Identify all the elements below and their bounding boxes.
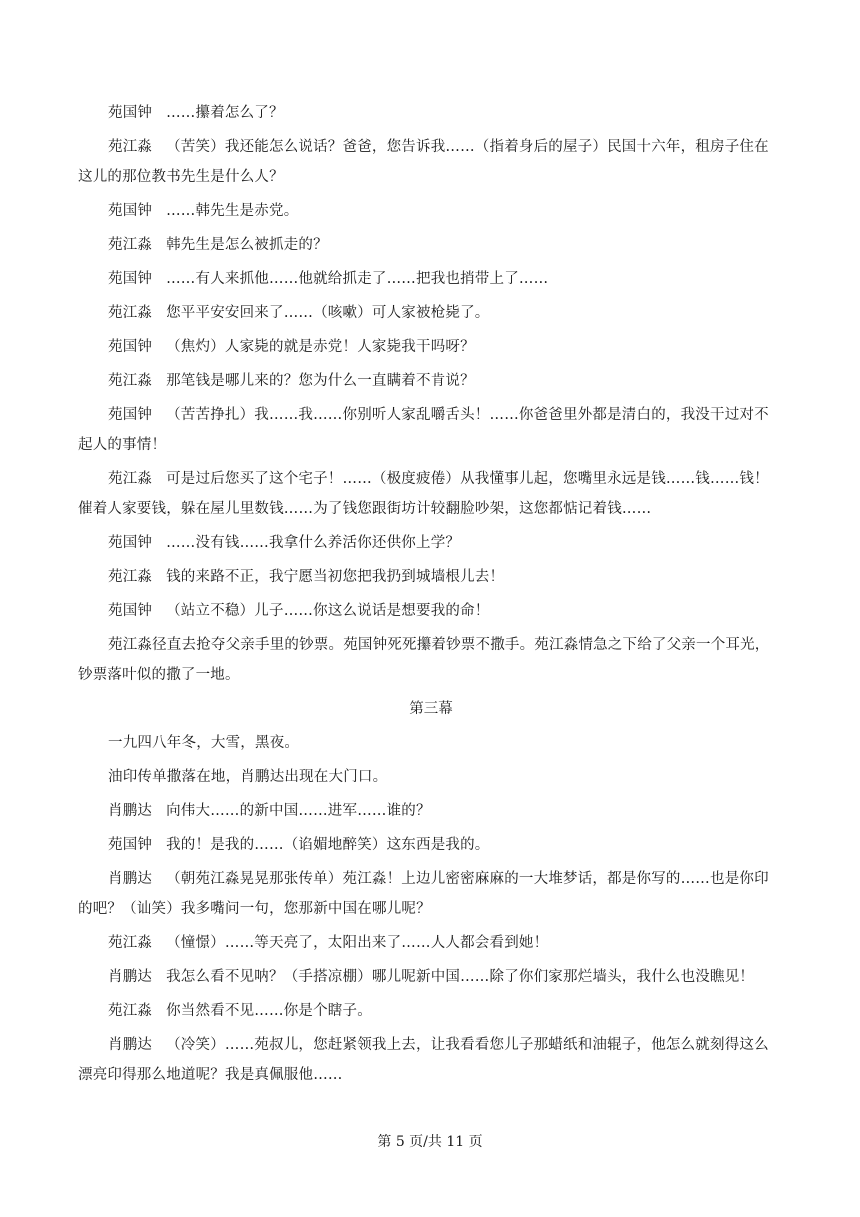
line-text-continued: 催着人家要钱，躲在屋儿里数钱……为了钱您跟街坊计较翻脸吵架，这您都惦记着钱…… [78, 501, 652, 517]
line-text: （冷笑）……苑叔儿，您赶紧领我上去，让我看看您儿子那蜡纸和油辊子，他怎么就刻得这么 [166, 1037, 769, 1053]
dialogue-line [108, 562, 784, 592]
speaker-name: 苑国钟 [108, 407, 153, 423]
dialogue-line [108, 366, 784, 396]
line-text: 你当然看不见……你是个瞎子。 [166, 1003, 372, 1019]
speaker-name: 苑江淼 [108, 935, 153, 951]
line-text: （苦苦挣扎）我……我……你别听人家乱嚼舌头！……你爸爸里外都是清白的，我没干过对不 [166, 407, 769, 423]
dialogue-line [78, 400, 784, 460]
line-text: ……韩先生是赤党。 [166, 203, 299, 219]
dialogue-line [108, 996, 784, 1026]
line-text: （苦笑）我还能怎么说话？爸爸，您告诉我……（指着身后的屋子）民国十六年，租房子住在 [166, 139, 769, 155]
speaker-name: 苑江淼 [108, 1003, 153, 1019]
dialogue-line [78, 1030, 784, 1090]
line-text: 那笔钱是哪儿来的？您为什么一直瞒着不肯说？ [166, 373, 475, 389]
speaker-name: 苑江淼 [108, 569, 153, 585]
dialogue-line [78, 864, 784, 924]
stage-direction [78, 630, 784, 690]
speaker-name: 肖鹏达 [108, 1037, 153, 1053]
dialogue-line [108, 596, 784, 626]
line-text: ……没有钱……我拿什么养活你还供你上学？ [166, 535, 461, 551]
page-footer: 第 5 页/共 11 页 [377, 1134, 483, 1150]
speaker-name: 肖鹏达 [108, 969, 153, 985]
line-text-continued: 这儿的那位教书先生是什么人？ [78, 169, 284, 185]
dialogue-line [108, 962, 784, 992]
line-text: 可是过后您买了这个宅子！……（极度疲倦）从我懂事儿起，您嘴里永远是钱……钱……钱！ [166, 471, 769, 487]
speaker-name: 苑江淼 [108, 237, 153, 253]
scene-setting: 一九四八年冬，大雪，黑夜。 [108, 735, 300, 751]
act-title: 第三幕 [409, 701, 453, 717]
line-text: 钱的来路不正，我宁愿当初您把我扔到城墙根儿去！ [166, 569, 505, 585]
dialogue-line [108, 796, 784, 826]
line-text: （焦灼）人家毙的就是赤党！人家毙我干吗呀？ [166, 339, 475, 355]
stage-direction: 油印传单撒落在地，肖鹏达出现在大门口。 [108, 769, 388, 785]
dialogue-line [108, 98, 784, 128]
line-text: 我怎么看不见呐？（手搭凉棚）哪儿呢新中国……除了你们家那烂墙头，我什么也没瞧见！ [166, 969, 755, 985]
speaker-name: 肖鹏达 [108, 803, 153, 819]
line-text: 向伟大……的新中国……进军……谁的？ [166, 803, 431, 819]
line-text: （憧憬）……等天亮了，太阳出来了……人人都会看到她！ [166, 935, 549, 951]
speaker-name: 苑江淼 [108, 139, 153, 155]
line-text-continued: 起人的事情！ [78, 437, 167, 453]
speaker-name: 苑国钟 [108, 603, 153, 619]
dialogue-line [78, 132, 784, 192]
dialogue-line [108, 528, 784, 558]
dialogue-line [108, 332, 784, 362]
speaker-name: 苑江淼 [108, 373, 153, 389]
line-text: ……攥着怎么了？ [166, 105, 284, 121]
speaker-name: 苑江淼 [108, 305, 153, 321]
speaker-name: 苑国钟 [108, 837, 153, 853]
speaker-name: 肖鹏达 [108, 871, 153, 887]
dialogue-line [108, 264, 784, 294]
line-text: 您平平安安回来了……（咳嗽）可人家被枪毙了。 [166, 305, 490, 321]
dialogue-line [108, 298, 784, 328]
line-text-continued: 漂亮印得那么地道呢？我是真佩服他…… [78, 1067, 343, 1083]
line-text: 韩先生是怎么被抓走的？ [166, 237, 328, 253]
stage-direction-text: 苑江淼径直去抢夺父亲手里的钞票。苑国钟死死攥着钞票不撒手。苑江淼情急之下给了父亲一个耳光， [108, 637, 770, 653]
dialogue-line [108, 830, 784, 860]
speaker-name: 苑国钟 [108, 271, 153, 287]
speaker-name: 苑国钟 [108, 535, 153, 551]
speaker-name: 苑江淼 [108, 471, 153, 487]
line-text: 我的！是我的……（谄媚地醉笑）这东西是我的。 [166, 837, 490, 853]
dialogue-line [78, 464, 784, 524]
stage-direction-text-continued: 钞票落叶似的撒了一地。 [78, 667, 240, 683]
speaker-name: 苑国钟 [108, 339, 153, 355]
speaker-name: 苑国钟 [108, 105, 153, 121]
line-text: （站立不稳）儿子……你这么说话是想要我的命！ [166, 603, 490, 619]
speaker-name: 苑国钟 [108, 203, 153, 219]
line-text: （朝苑江淼晃晃那张传单）苑江淼！上边儿密密麻麻的一大堆梦话，都是你写的……也是你印 [166, 871, 769, 887]
dialogue-line [108, 230, 784, 260]
line-text: ……有人来抓他……他就给抓走了……把我也捎带上了…… [166, 271, 549, 287]
script-body [78, 98, 784, 1094]
line-text-continued: 的吧？（讪笑）我多嘴问一句，您那新中国在哪儿呢？ [78, 901, 431, 917]
dialogue-line [108, 928, 784, 958]
dialogue-line [108, 196, 784, 226]
